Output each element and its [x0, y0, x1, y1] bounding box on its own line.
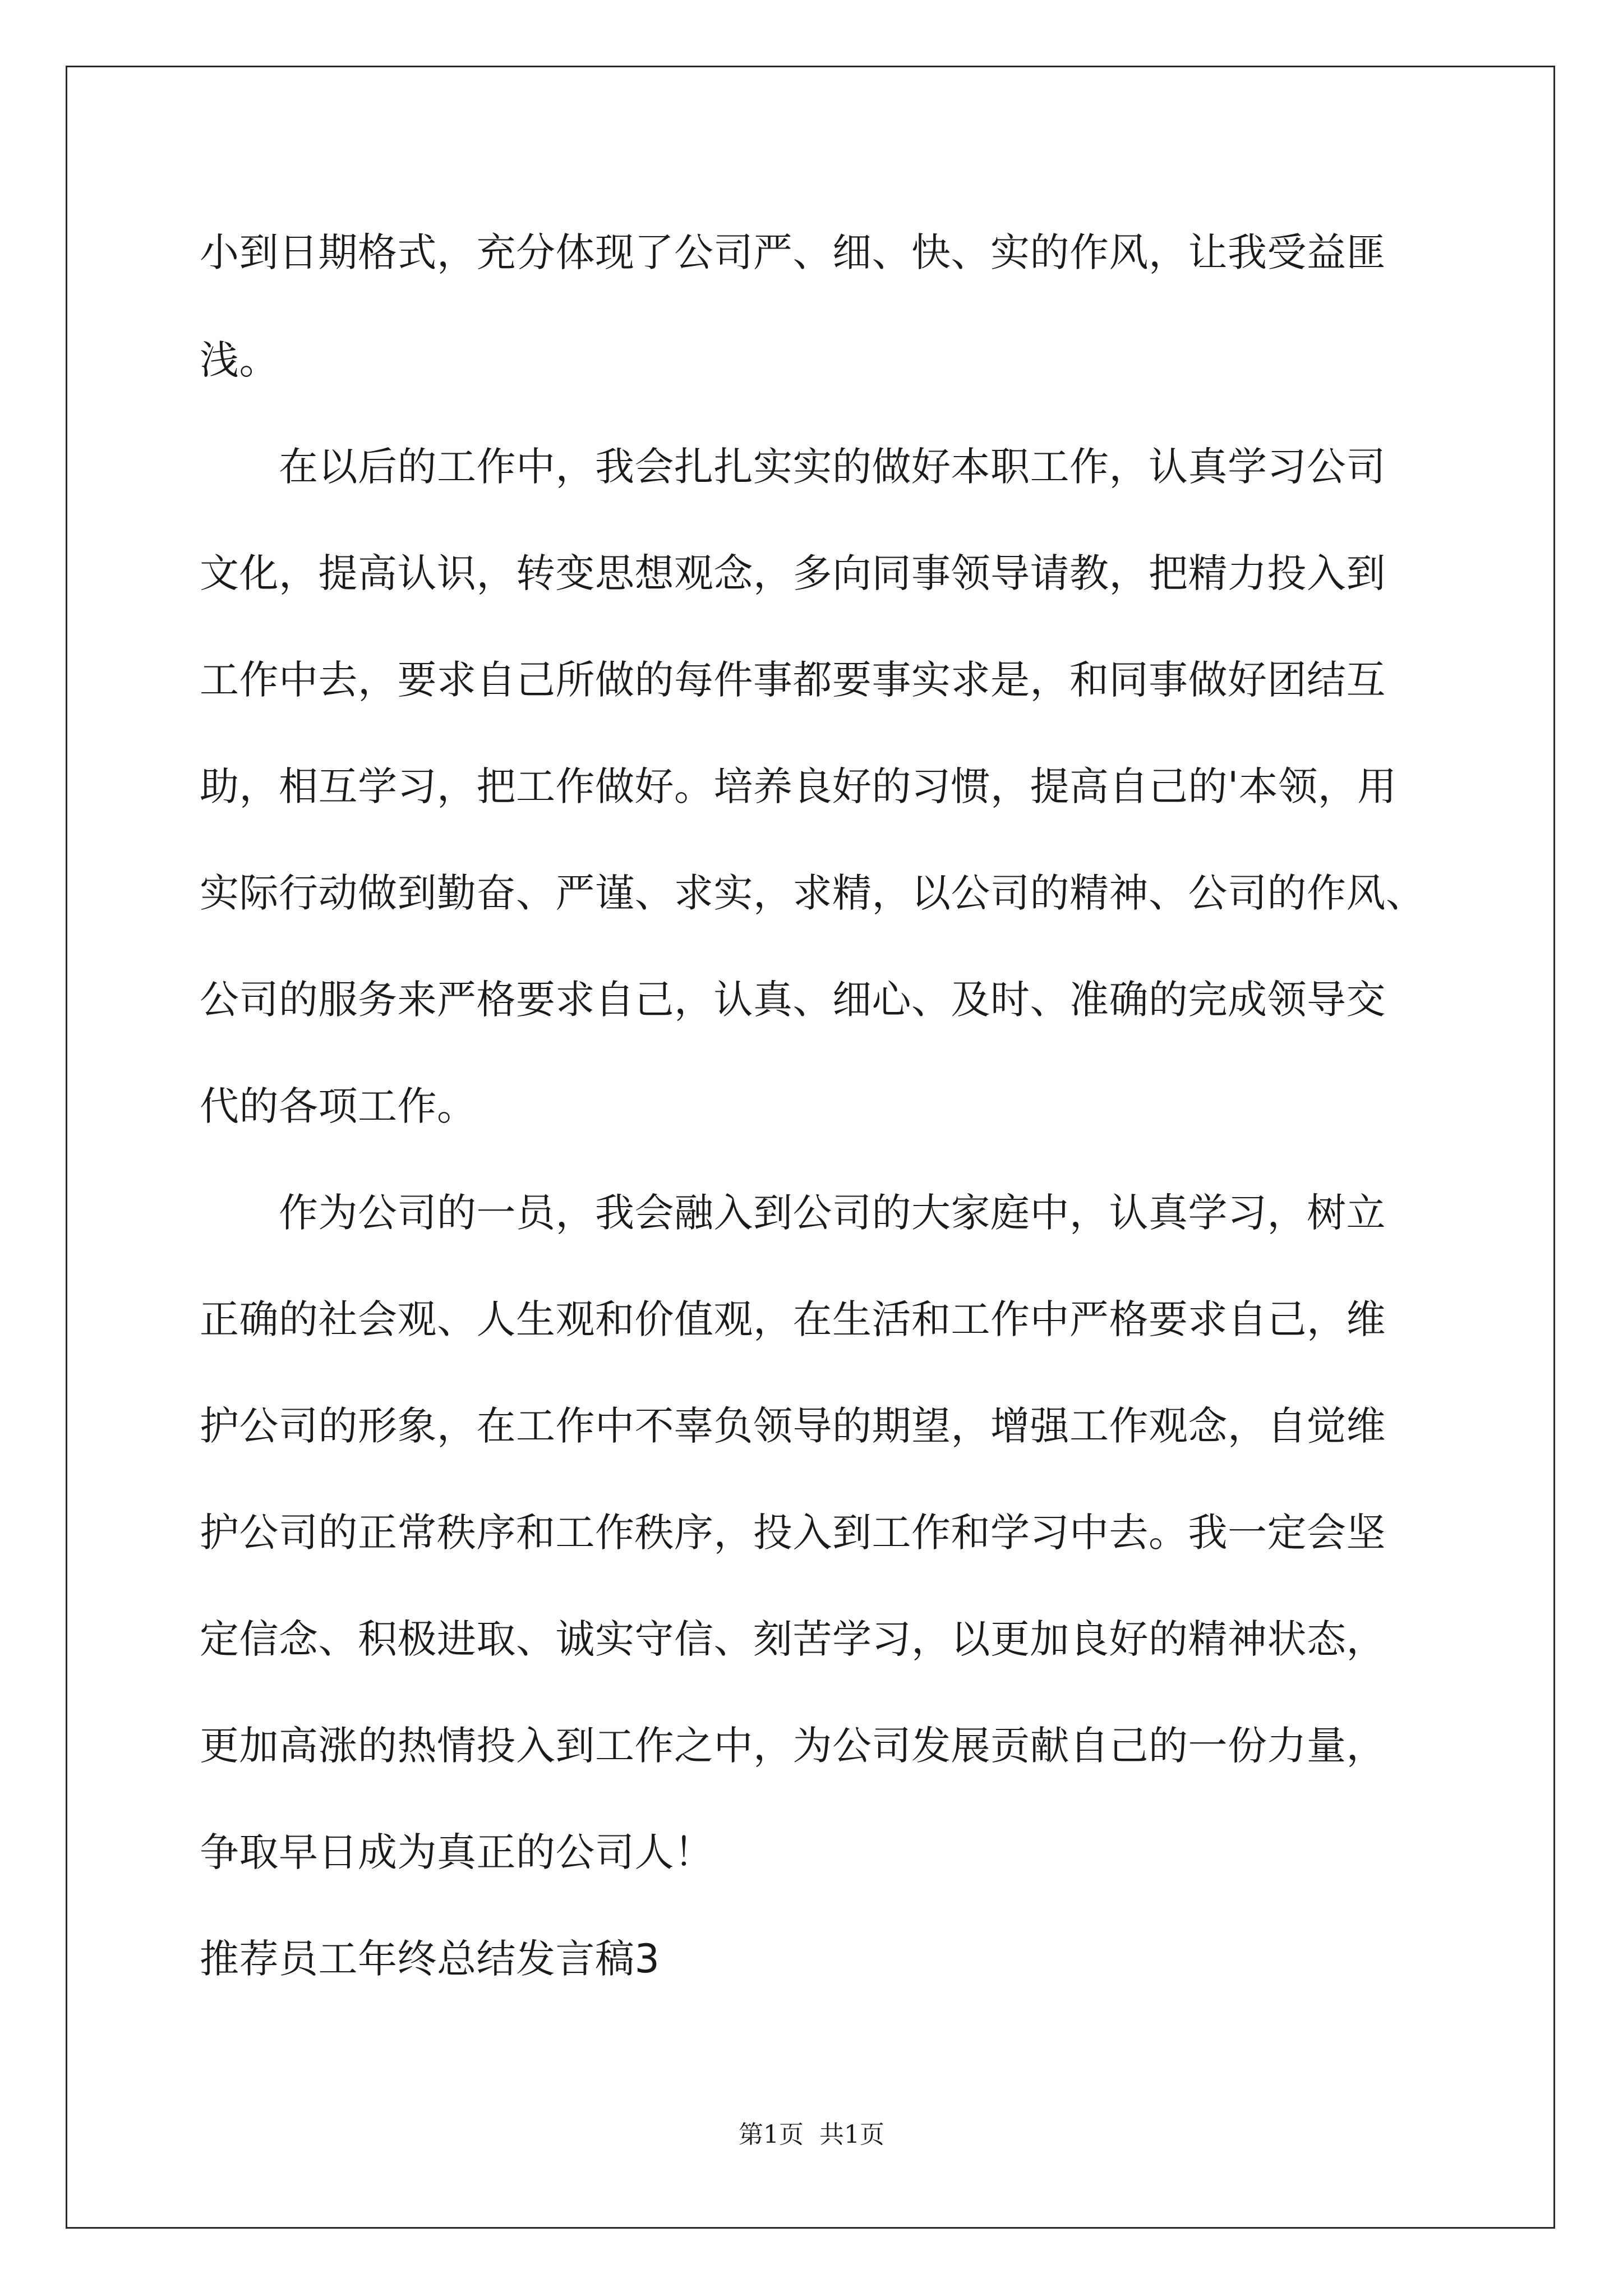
body-text-line: 作为公司的一员，我会融入到公司的大家庭中，认真学习，树立	[200, 1190, 1386, 1236]
body-text-line: 文化，提高认识，转变思想观念，多向同事领导请教，把精力投入到	[200, 550, 1386, 596]
body-text-line: 更加高涨的热情投入到工作之中，为公司发展贡献自己的一份力量，	[200, 1723, 1386, 1769]
body-text-line: 正确的社会观、人生观和价值观，在生活和工作中严格要求自己，维	[200, 1296, 1386, 1342]
body-text-line: 工作中去，要求自己所做的每件事都要事实求是，和同事做好团结互	[200, 657, 1386, 703]
body-text-line: 助，相互学习，把工作做好。培养良好的习惯，提高自己的'本领，用	[200, 763, 1397, 809]
page-border	[66, 66, 1555, 2229]
body-text-line: 小到日期格式，充分体现了公司严、细、快、实的作风，让我受益匪	[200, 229, 1386, 275]
body-text-line: 浅。	[200, 337, 279, 383]
body-text-line: 代的各项工作。	[200, 1083, 477, 1129]
body-text-line: 实际行动做到勤奋、严谨、求实，求精，以公司的精神、公司的作风、	[200, 870, 1426, 916]
body-text-line: 在以后的工作中，我会扎扎实实的做好本职工作，认真学习公司	[200, 444, 1386, 490]
body-text-line: 护公司的形象，在工作中不辜负领导的期望，增强工作观念，自觉维	[200, 1403, 1386, 1449]
page-footer: 第1页 共1页	[739, 2120, 884, 2149]
section-heading: 推荐员工年终总结发言稿3	[200, 1936, 660, 1982]
body-text-line: 定信念、积极进取、诚实守信、刻苦学习，以更加良好的精神状态，	[200, 1616, 1386, 1662]
body-text-line: 公司的服务来严格要求自己，认真、细心、及时、准确的完成领导交	[200, 977, 1386, 1023]
body-text-line: 争取早日成为真正的公司人！	[200, 1829, 714, 1875]
body-text-line: 护公司的正常秩序和工作秩序，投入到工作和学习中去。我一定会坚	[200, 1510, 1386, 1556]
